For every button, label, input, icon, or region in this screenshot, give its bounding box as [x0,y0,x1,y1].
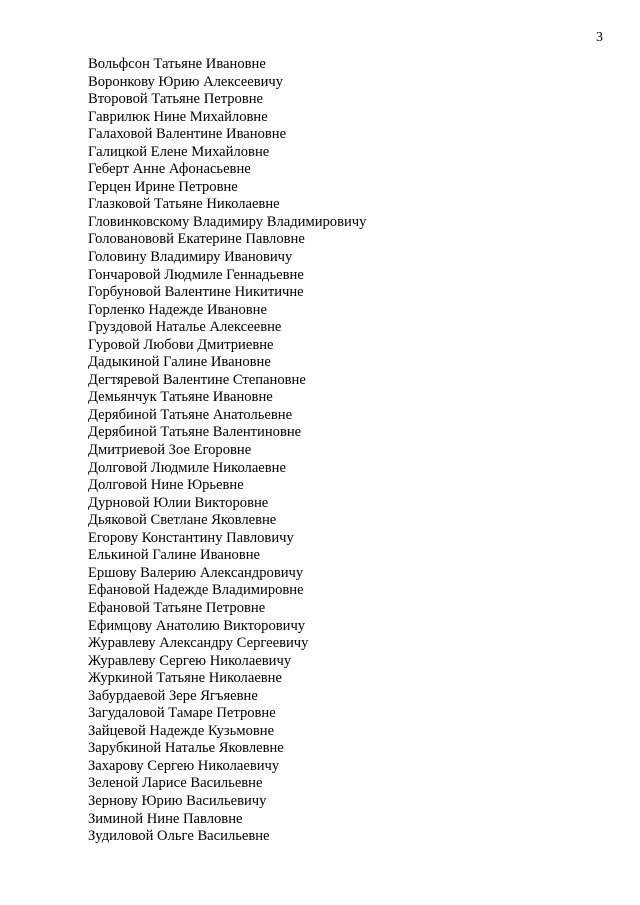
name-entry: Зарубкиной Наталье Яковлевне [88,740,284,757]
name-entry: Дадыкиной Галине Ивановне [88,354,271,371]
name-entry: Ефимцову Анатолию Викторовичу [88,617,306,634]
name-entry: Долговой Нине Юрьевне [88,477,244,494]
name-entry: Дерябиной Татьяне Анатольевне [88,406,293,423]
name-entry: Зернову Юрию Васильевичу [88,792,267,809]
name-entry: Дьяковой Светлане Яковлевне [88,512,277,529]
name-entry: Долговой Людмиле Николаевне [88,459,286,476]
name-entry: Зудиловой Ольге Васильевне [88,828,270,845]
name-entry: Голованововй Екатерине Павловне [88,231,305,248]
name-entry: Глазковой Татьяне Николаевне [88,196,280,213]
name-entry: Журавлеву Сергею Николаевичу [88,652,292,669]
name-entry: Захарову Сергею Николаевичу [88,757,280,774]
name-entry: Геберт Анне Афонасьевне [88,161,251,178]
name-entry: Груздовой Наталье Алексеевне [88,319,282,336]
name-entry: Журавлеву Александру Сергеевичу [88,635,309,652]
name-entry: Ершову Валерию Александровичу [88,564,304,581]
name-entry: Горбуновой Валентине Никитичне [88,284,304,301]
name-entry: Зайцевой Надежде Кузьмовне [88,722,275,739]
name-entry: Гаврилюк Нине Михайловне [88,108,268,125]
name-entry: Гончаровой Людмиле Геннадьевне [88,266,304,283]
name-entry: Елькиной Галине Ивановне [88,547,261,564]
name-entry: Галаховой Валентине Ивановне [88,126,287,143]
name-entry: Горленко Надежде Ивановне [88,301,267,318]
name-entry: Дурновой Юлии Викторовне [88,494,269,511]
names-list [88,56,366,846]
name-entry: Гуровой Любови Дмитриевне [88,336,274,353]
name-entry: Егорову Константину Павловичу [88,529,294,546]
name-entry: Головину Владимиру Ивановичу [88,249,293,266]
name-entry: Дмитриевой Зое Егоровне [88,442,252,459]
name-entry: Демьянчук Татьяне Ивановне [88,389,273,406]
name-entry: Ефановой Надежде Владимировне [88,582,304,599]
name-entry: Гловинковскому Владимиру Владимировичу [88,213,367,230]
name-entry: Ефановой Татьяне Петровне [88,599,266,616]
name-entry: Герцен Ирине Петровне [88,178,238,195]
name-entry: Журкиной Татьяне Николаевне [88,670,282,687]
name-entry: Второвой Татьяне Петровне [88,91,264,108]
name-entry: Дегтяревой Валентине Степановне [88,371,306,388]
name-entry: Вольфсон Татьяне Ивановне [88,56,266,72]
name-entry: Зеленой Ларисе Васильевне [88,775,263,792]
name-entry: Воронкову Юрию Алексеевичу [88,73,284,90]
page-number: 3 [596,30,603,45]
name-entry: Галицкой Елене Михайловне [88,143,270,160]
name-entry: Загудаловой Тамаре Петровне [88,705,276,722]
name-entry: Забурдаевой Зере Ягъяевне [88,687,258,704]
name-entry: Зиминой Нине Павловне [88,810,243,827]
name-entry: Дерябиной Татьяне Валентиновне [88,424,302,441]
